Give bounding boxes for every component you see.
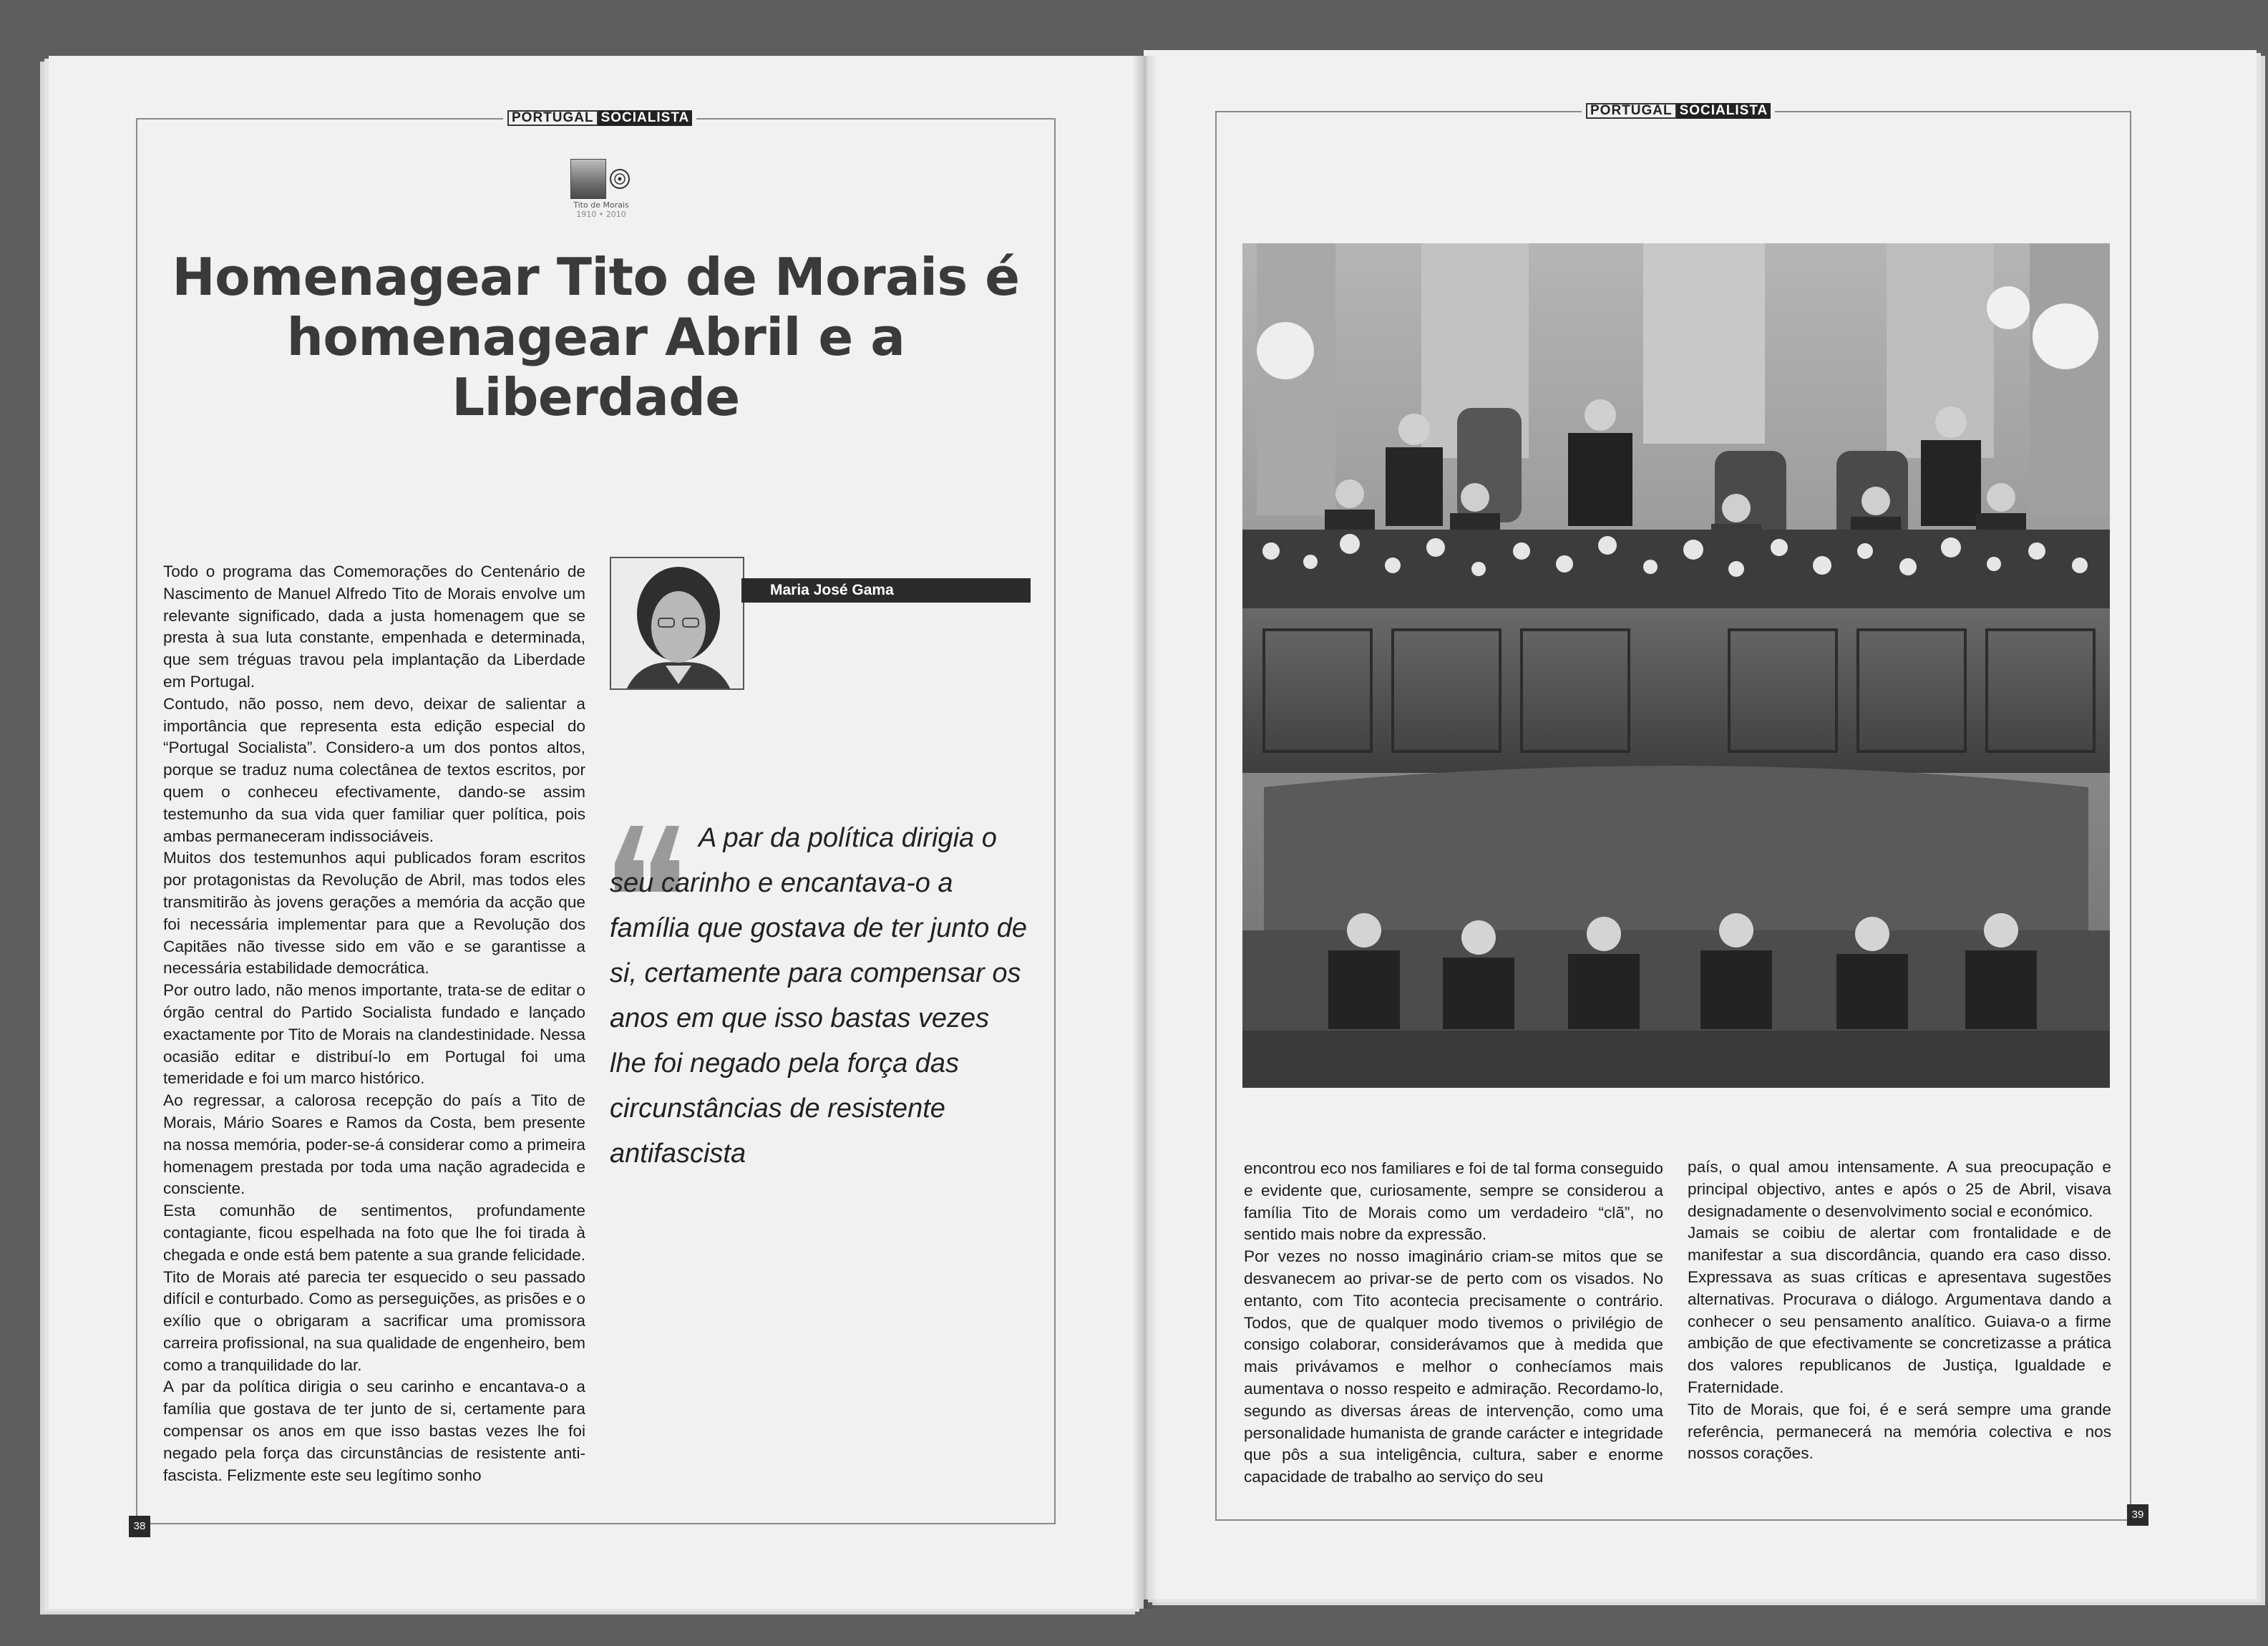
- masthead-portugal: PORTUGAL: [1586, 103, 1677, 119]
- paragraph: encontrou eco nos familiares e foi de tal forma conseguido e evidente que, curiosamente, sempre se considerou a família Tito de Morais como um verdadeiro “clã”, no sentido mais nobre da expressão.: [1244, 1159, 1663, 1244]
- author-name-bar: Maria José Gama: [741, 578, 1031, 603]
- paragraph: Todo o programa das Comemorações do Centenário de Nascimento de Manuel Alfredo Tito de Morais envolve um relevante significado, dada a justa homenagem que se presta à sua luta constante, empenhada e determinada, que sem tréguas travou pela implantação da Liberdade em Portugal.: [163, 563, 585, 691]
- paragraph: Ao regressar, a calorosa recepção do país a Tito de Morais, Mário Soares e Ramos da Costa, bem presente na nossa memória, poder-se-á considerar como a primeira homenagem prestada por toda uma nação agradecida e consciente.: [163, 1091, 585, 1198]
- assembly-photo: [1242, 243, 2110, 1088]
- centenary-logo: [565, 159, 637, 230]
- logo-years: 1910 • 2010: [576, 210, 626, 219]
- paragraph: Jamais se coibiu de alertar com frontalidade e de manifestar a sua discordância, quando era caso disso. Expressava as suas críticas e apresentava sugestões alternativas. Procurava o diálogo. Argumentava dando a conhecer o seu pensamento analítico. Guiava-o a firme ambição de que efectivamente se concretizasse a prática dos valores republicanos de Justiça, Igualdade e Fraternidade.: [1688, 1224, 2111, 1396]
- article-column-3: [1688, 1156, 2111, 1465]
- emblem-icon: [608, 159, 632, 199]
- masthead-right: [1582, 103, 1775, 119]
- paragraph: A par da política dirigia o seu carinho e encantava-o a família que gostava de ter junto de si, certamente para compensar os anos em que isso bastas vezes lhe foi negado pela força das circunstâncias de resistente anti-fascista. Felizmente este seu legítimo sonho: [163, 1378, 585, 1484]
- author-portrait: [610, 557, 744, 690]
- paragraph: Contudo, não posso, nem devo, deixar de salientar a importância que representa esta edição especial do “Portugal Socialista”. Considero-a um dos pontos altos, porque se traduz numa colectânea de textos escritos, por quem o conheceu efectivamente, dando-se assim testemunho da sua vida quer familiar quer política, pois ambas permaneceram indissociáveis.: [163, 694, 585, 845]
- paragraph: Por outro lado, não menos importante, trata-se de editar o órgão central do Partido Socialista fundado e lançado exactamente por Tito de Morais na clandestinidade. Nessa ocasião editar e distribuí-lo em Portugal foi uma temeridade e foi um marco histórico.: [163, 981, 585, 1088]
- headline-line-1: Homenagear Tito de Morais é: [172, 247, 1020, 307]
- tito-portrait-thumbnail: [570, 159, 606, 199]
- paragraph: Tito de Morais, que foi, é e será sempre uma grande referência, permanecerá na memória colectiva e nos nossos corações.: [1688, 1400, 2111, 1463]
- paragraph: Por vezes no nosso imaginário criam-se mitos que se desvanecem ao privar-se de perto com os visados. No entanto, com Tito acontecia precisamente o contrário. Todos, que de qualquer modo tivemos o privilégio de consigo colaborar, considerávamos que à medida que mais privávamos e melhor o conhecíamos mais aumentava o nosso respeito e admiração. Recordamo-lo, segundo as diversas áreas de intervenção, como uma personalidade humanista de grande carácter e integridade que pôs a sua inteligência, cultura, saber e enorme capacidade de trabalho ao serviço do seu: [1244, 1247, 1663, 1486]
- masthead-left: [503, 110, 696, 126]
- paragraph: país, o qual amou intensamente. A sua preocupação e principal objectivo, antes e após o 25 de Abril, visava designadamente o desenvolvimento social e económico.: [1688, 1158, 2111, 1220]
- article-headline: [136, 247, 1056, 427]
- headline-line-2: homenagear Abril e a Liberdade: [286, 307, 905, 427]
- paragraph: Esta comunhão de sentimentos, profundamente contagiante, ficou espelhada na foto que lhe foi tirada à chegada e onde está bem patente a sua grande felicidade. Tito de Morais até parecia ter esquecido o seu passado difícil e conturbado. Como as perseguições, as prisões e o exílio que o obrigaram a sacrificar uma promissora carreira profissional, na sua qualidade de engenheiro, bem como a tranquilidade do lar.: [163, 1202, 585, 1374]
- masthead-socialista: SOCIALISTA: [1677, 103, 1771, 119]
- paragraph: Muitos dos testemunhos aqui publicados foram escritos por protagonistas da Revolução de Abril, mas todos eles transmitirão às jovens gerações a memória da acção que foi necessária implementar para que a Revolução dos Capitães não tivesse sido em vão e se garantisse a necessária estabilidade democrática.: [163, 849, 585, 978]
- page-number-right: 39: [2127, 1504, 2148, 1526]
- masthead-socialista: SOCIALISTA: [598, 110, 693, 126]
- pull-quote: A par da política dirigia o seu carinho e encantava-o a família que gostava de ter junto de si, certamente para compensar os anos em que isso bastas vezes lhe foi negado pela força das circunstâncias de resistente antifascista: [610, 823, 1028, 1169]
- article-column-2: [1244, 1158, 1663, 1489]
- page-number-left: 38: [129, 1516, 150, 1537]
- article-column-1: [163, 561, 585, 1486]
- masthead-portugal: PORTUGAL: [507, 110, 598, 126]
- logo-name: Tito de Morais: [573, 200, 629, 210]
- page-gutter: [1132, 56, 1158, 1609]
